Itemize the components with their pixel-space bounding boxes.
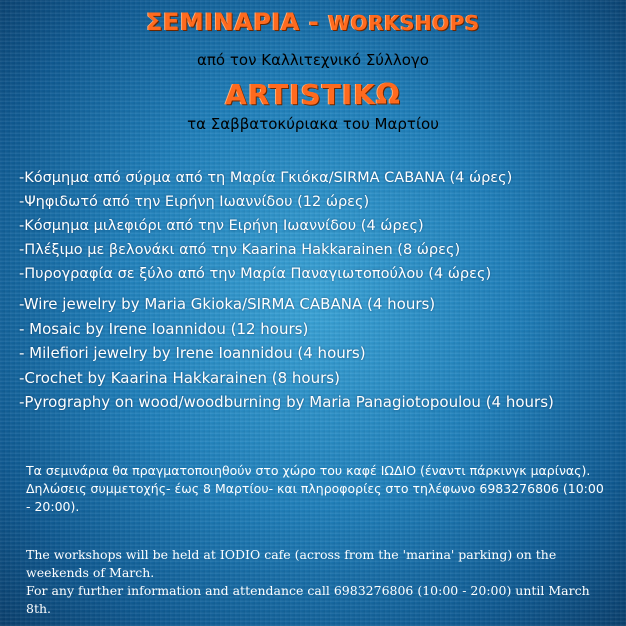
- info-english: [26, 546, 606, 618]
- workshops-list-english: [19, 292, 619, 415]
- workshop-item: -Wire jewelry by Maria Gkioka/SIRMA CABANA (4 hours): [19, 295, 436, 313]
- workshop-item: - Milefiori jewelry by Irene Ioannidou (4 hours): [19, 344, 366, 362]
- info-greek: [26, 462, 606, 516]
- venue-text-greek: Τα σεμινάρια θα πραγματοποιηθούν στο χώρο του καφέ ΙΩΔΙΟ (έναντι πάρκινγκ μαρίνας).: [26, 463, 591, 478]
- brand-name: ARTISTIKΩ: [225, 78, 401, 111]
- registration-text-greek: Δηλώσεις συμμετοχής- έως 8 Μαρτίου- και πληροφορίες στο τηλέφωνο 6983276806 (10:00 - 20:00).: [26, 481, 604, 514]
- schedule-line: τα Σαββατοκύριακα του Μαρτίου: [187, 115, 439, 133]
- poster-title: [0, 8, 626, 36]
- workshop-item: -Κόσμημα μιλεφιόρι από την Ειρήνη Ιωαννίδου (4 ώρες): [19, 218, 424, 234]
- workshop-item: -Pyrography on wood/woodburning by Maria Panagiotopoulou (4 hours): [19, 393, 554, 411]
- workshop-item: -Crochet by Kaarina Hakkarainen (8 hours): [19, 368, 340, 387]
- title-english: WORKSHOPS: [328, 11, 480, 35]
- organizer-line: από τον Καλλιτεχνικό Σύλλογο: [197, 51, 429, 69]
- workshop-item: -Κόσμημα από σύρμα από τη Μαρία Γκιόκα/SIRMA CABANA (4 ώρες): [19, 170, 513, 186]
- workshops-list-greek: [19, 166, 619, 286]
- venue-text-english: The workshops will be held at IODIO cafe (across from the 'marina' parking) on the weekends of March.: [26, 547, 557, 580]
- workshop-item: -Πλέξιμο με βελονάκι από την Kaarina Hakkarainen (8 ώρες): [19, 242, 461, 258]
- registration-text-english: For any further information and attendance call 6983276806 (10:00 - 20:00) until March 8th.: [26, 583, 590, 616]
- title-greek: ΣΕΜΙΝΑΡΙΑ -: [146, 8, 329, 36]
- workshop-item: -Ψηφιδωτό από την Ειρήνη Ιωαννίδου (12 ώρες): [19, 194, 370, 210]
- workshop-item: -Πυρογραφία σε ξύλο από την Μαρία Παναγιωτοπούλου (4 ώρες): [19, 266, 492, 282]
- workshop-item: - Mosaic by Irene Ioannidou (12 hours): [19, 319, 309, 338]
